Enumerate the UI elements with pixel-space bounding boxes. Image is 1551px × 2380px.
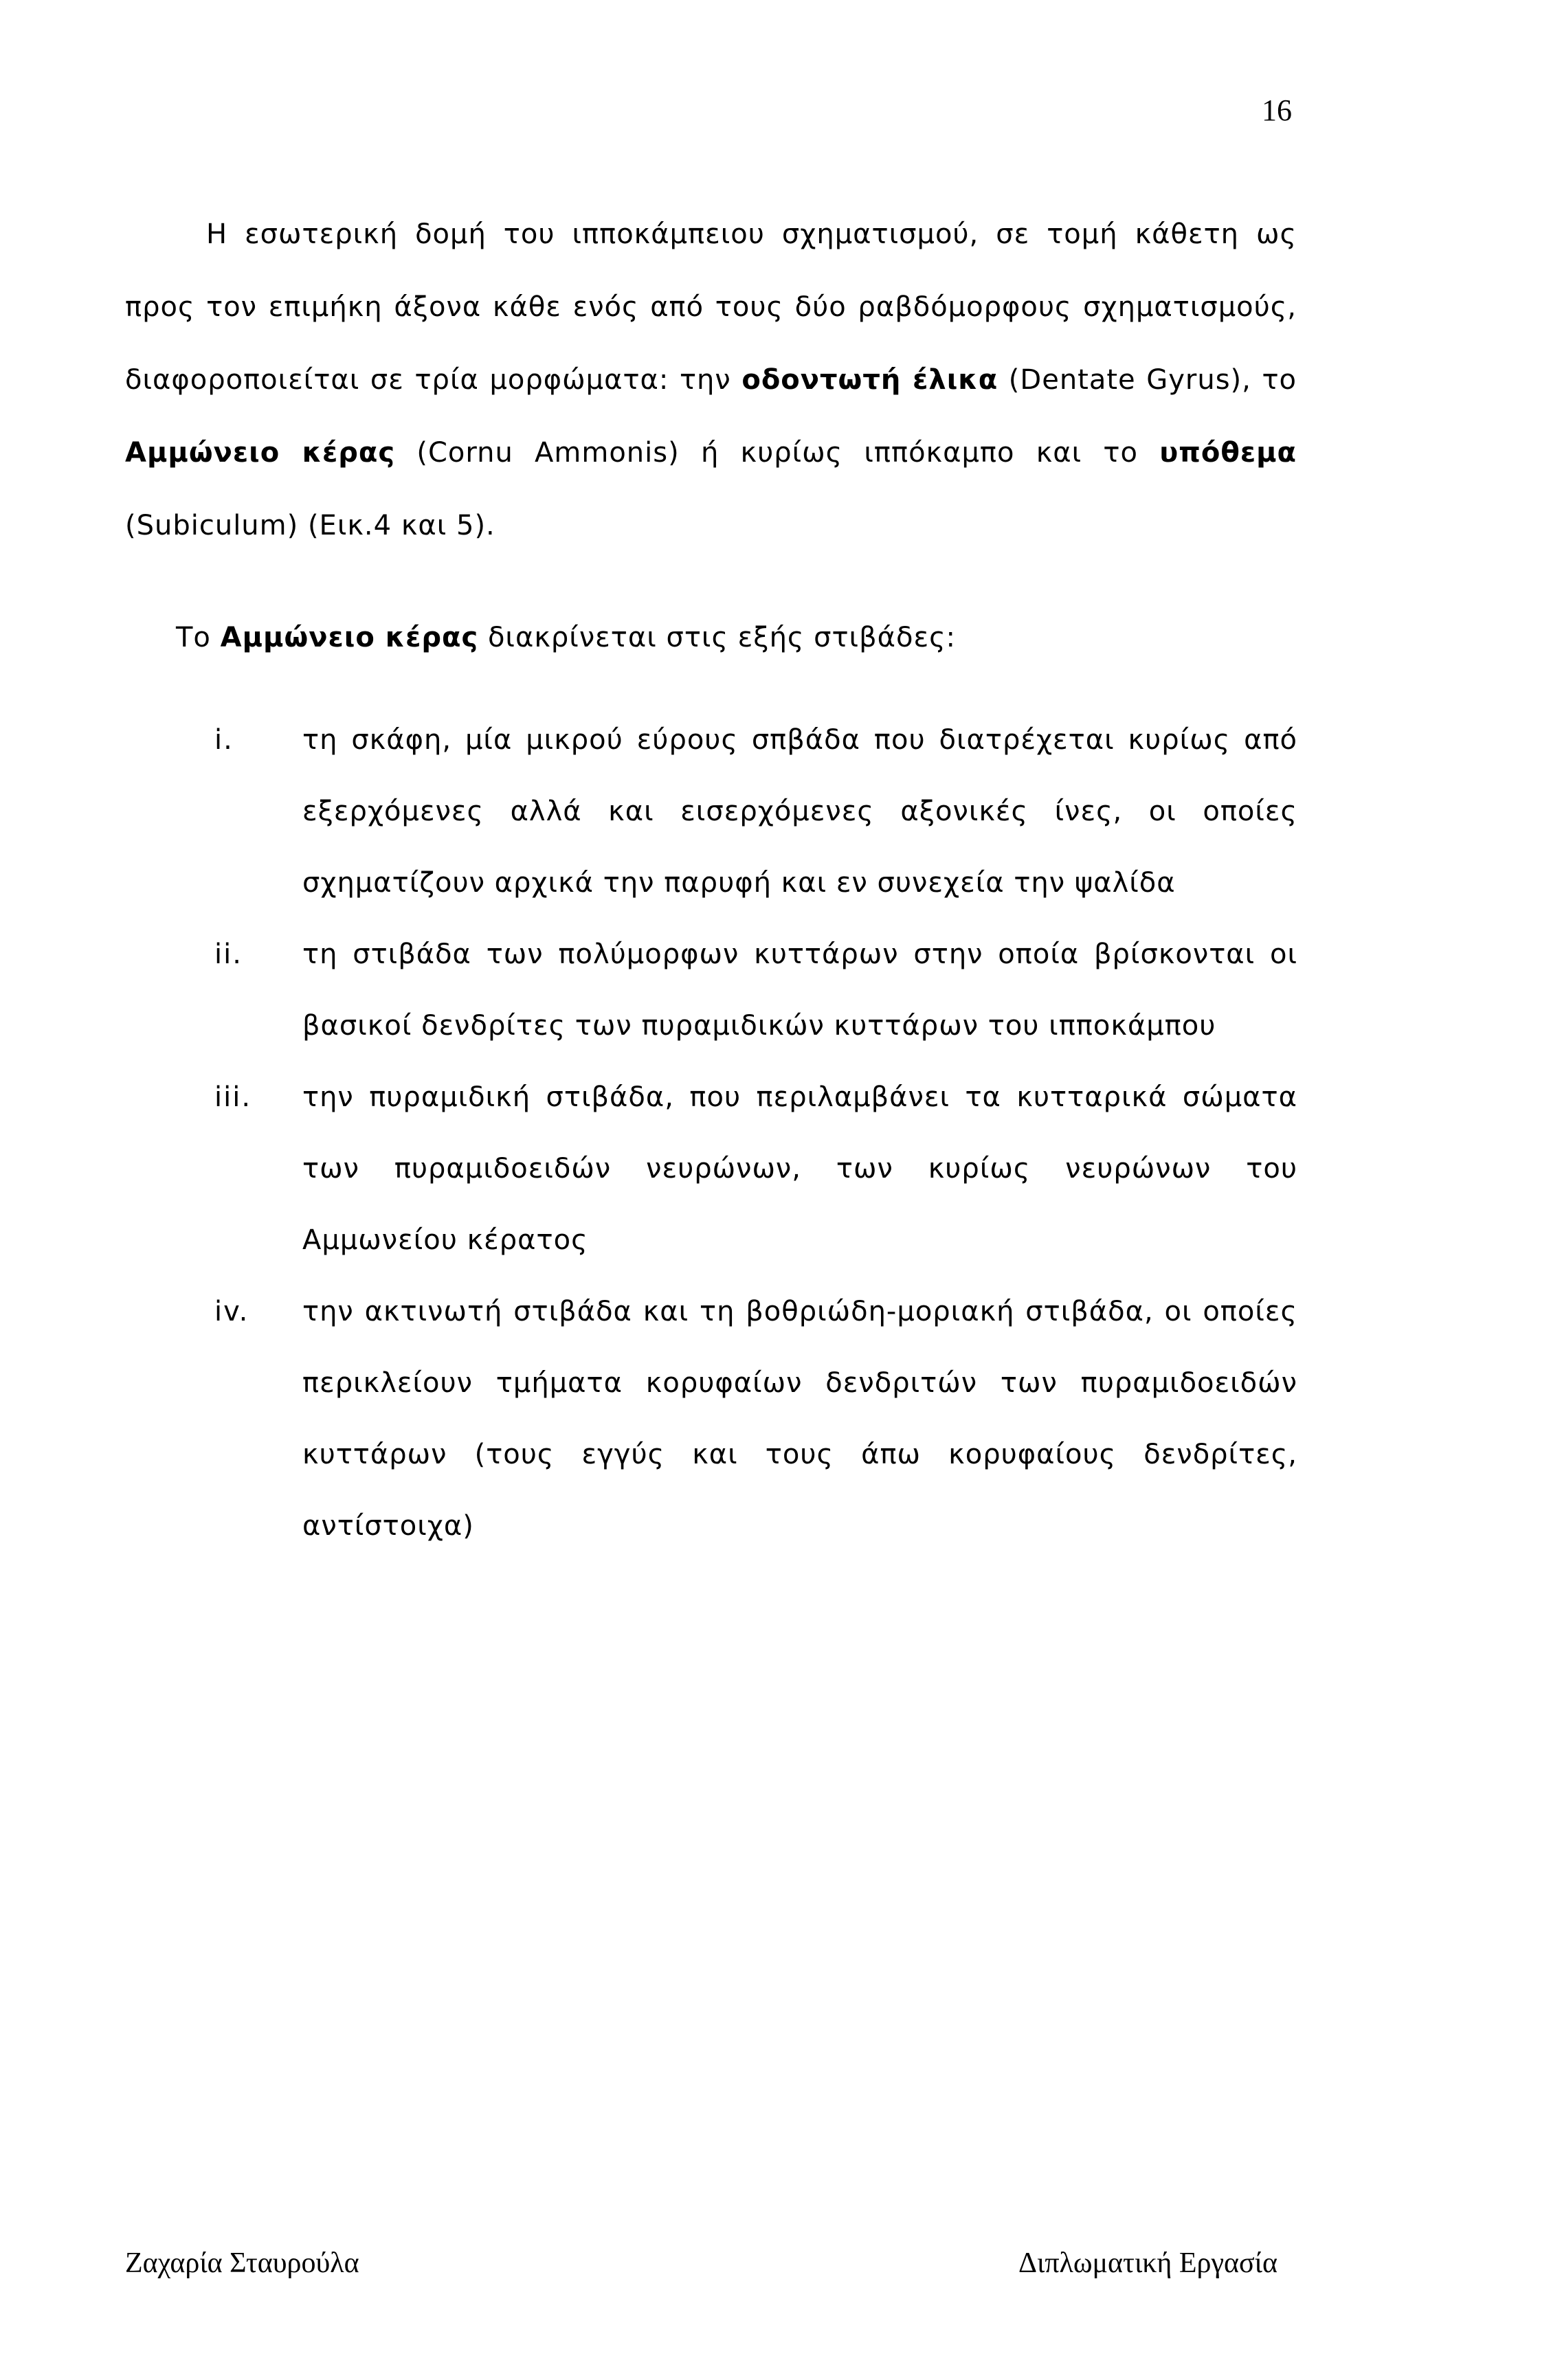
term-subiculum: υπόθεμα [1159, 437, 1297, 469]
list-item-text: την ακτινωτή στιβάδα και τη βοθριώδη-μοριακή στιβάδα, οι οποίες περικλείουν τμήματα κορυφαίων δενδριτών των πυραμιδοειδών κυττάρων (τους εγγύς και τους άπω κορυφαίους δενδρίτες, αντίστοιχα) [302, 1296, 1297, 1542]
footer-author: Ζαχαρία Σταυρούλα [125, 2247, 359, 2279]
term-cornu-ammonis: Αμμώνειο κέρας [125, 437, 396, 469]
list-numeral: i. [214, 724, 234, 756]
list-item-text: την πυραμιδική στιβάδα, που περιλαμβάνει τα κυτταρικά σώματα των πυραμιδοειδών νευρώνων, των κυρίως νευρώνων του Αμμωνείου κέρατος [302, 1081, 1297, 1256]
list-numeral: ii. [214, 939, 243, 970]
term-dentate-gyrus: οδοντωτή έλικα [741, 364, 998, 396]
list-item [0, 1062, 1551, 1276]
list-item [0, 919, 1551, 1062]
list-item [0, 704, 1551, 919]
heading-term: Αμμώνειο κέρας [220, 622, 479, 653]
page-number: 16 [1262, 93, 1292, 127]
list-numeral: iii. [214, 1081, 252, 1113]
intro-paragraph [125, 198, 1297, 562]
intro-text-2: (Dentate Gyrus), το [1008, 364, 1297, 396]
list-item-text: τη στιβάδα των πολύμορφων κυττάρων στην οποία βρίσκονται οι βασικοί δενδρίτες των πυραμιδικών κυττάρων του ιπποκάμπου [302, 939, 1297, 1042]
intro-text-1: Η εσωτερική δομή του ιπποκάμπειου σχηματισμού, σε τομή κάθετη ως προς τον επιμήκη άξονα κάθε ενός από τους δύο ραβδόμορφους σχηματισμούς, διαφοροποιείται σε τρία μορφώματα: την [125, 218, 1297, 396]
list-item-text: τη σκάφη, μία μικρού εύρους σπβάδα που διατρέχεται κυρίως από εξερχόμενες αλλά και εισερχόμενες αξονικές ίνες, οι οποίες σχηματίζουν αρχικά την παρυφή και εν συνεχεία την ψαλίδα [302, 724, 1297, 899]
layers-heading [176, 622, 1289, 653]
intro-text-4: (Subiculum) (Εικ.4 και 5). [125, 510, 495, 541]
heading-suffix: διακρίνεται στις εξής στιβάδες: [487, 622, 957, 653]
list-numeral: iv. [214, 1296, 249, 1327]
footer-document-type: Διπλωματική Εργασία [1018, 2247, 1277, 2279]
layer-list [0, 704, 1551, 1562]
list-item [0, 1276, 1551, 1562]
intro-text-3: (Cornu Ammonis) ή κυρίως ιππόκαμπο και το [416, 437, 1138, 469]
heading-prefix: Το [176, 622, 211, 653]
